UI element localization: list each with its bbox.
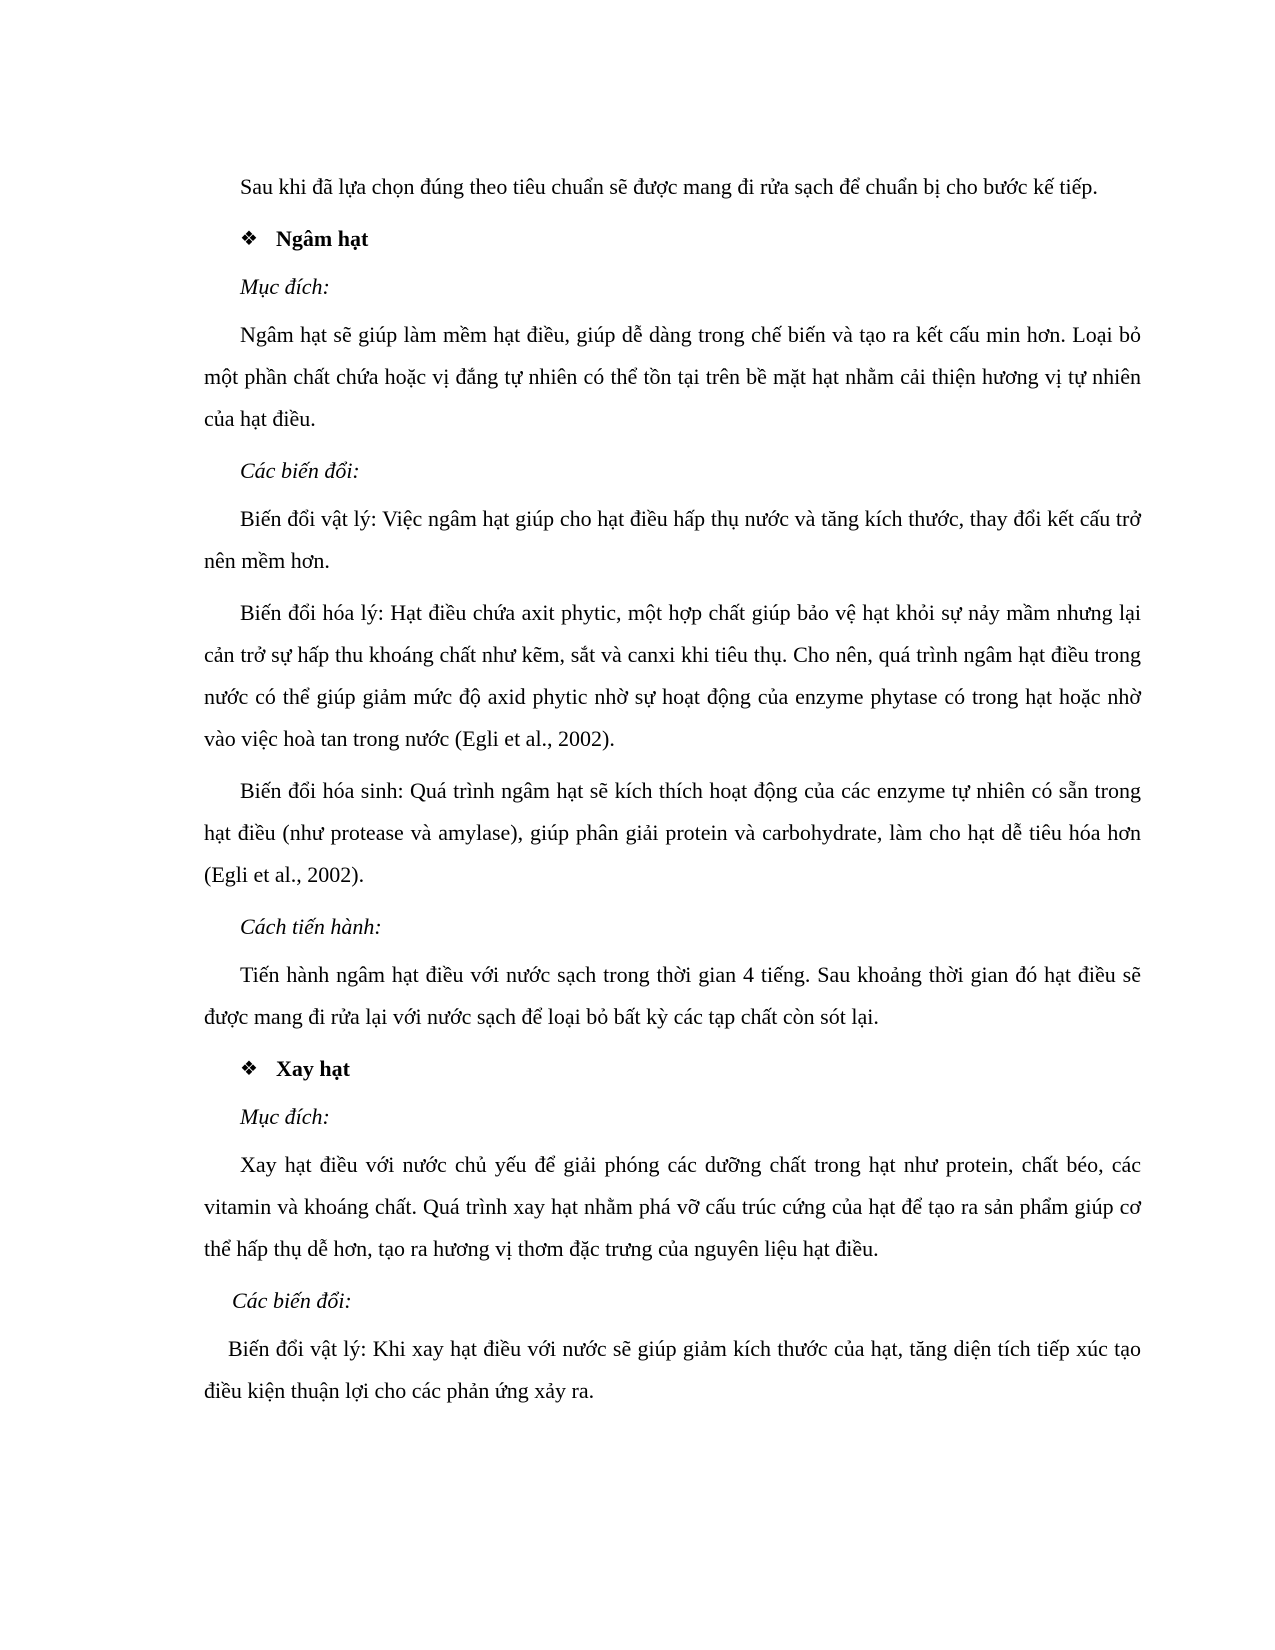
label-changes: Các biến đổi: <box>232 1288 352 1313</box>
intro-paragraph: Sau khi đã lựa chọn đúng theo tiêu chuẩn sẽ được mang đi rửa sạch để chuẩn bị cho bước kế tiếp. <box>240 174 1098 199</box>
ngam-procedure-paragraph: Tiến hành ngâm hạt điều với nước sạch trong thời gian 4 tiếng. Sau khoảng thời gian đó hạt điều sẽ được mang đi rửa lại với nước sạch để loại bỏ bất kỳ các tạp chất còn sót lại. <box>204 962 1141 1029</box>
section-heading-text: Ngâm hạt <box>276 226 369 251</box>
label-method: Cách tiến hành: <box>240 914 382 939</box>
xay-physical-paragraph: Biến đổi vật lý: Khi xay hạt điều với nước sẽ giúp giảm kích thước của hạt, tăng diện tích tiếp xúc tạo điều kiện thuận lợi cho các phản ứng xảy ra. <box>204 1336 1141 1403</box>
diamond-bullet-icon <box>240 230 258 248</box>
ngam-biochemical-paragraph: Biến đổi hóa sinh: Quá trình ngâm hạt sẽ kích thích hoạt động của các enzyme tự nhiên có sẵn trong hạt điều (như protease và amylase), giúp phân giải protein và carbohydrate, làm cho hạt dễ tiêu hóa hơn (Egli et al., 2002). <box>204 778 1141 887</box>
label-purpose: Mục đích: <box>240 274 330 299</box>
xay-purpose-paragraph: Xay hạt điều với nước chủ yếu để giải phóng các dưỡng chất trong hạt như protein, chất béo, các vitamin và khoáng chất. Quá trình xay hạt nhằm phá vỡ cấu trúc cứng của hạt để tạo ra sản phẩm giúp cơ thể hấp thụ dễ hơn, tạo ra hương vị thơm đặc trưng của nguyên liệu hạt điều. <box>204 1152 1141 1261</box>
ngam-physicochemical-paragraph: Biến đổi hóa lý: Hạt điều chứa axit phytic, một hợp chất giúp bảo vệ hạt khỏi sự nảy mầm nhưng lại cản trở sự hấp thu khoáng chất như kẽm, sắt và canxi khi tiêu thụ. Cho nên, quá trình ngâm hạt điều trong nước có thể giúp giảm mức độ axid phytic nhờ sự hoạt động của enzyme phytase có trong hạt hoặc nhờ vào việc hoà tan trong nước (Egli et al., 2002). <box>204 600 1141 751</box>
ngam-purpose-paragraph: Ngâm hạt sẽ giúp làm mềm hạt điều, giúp dễ dàng trong chế biến và tạo ra kết cấu min hơn. Loại bỏ một phần chất chứa hoặc vị đắng tự nhiên có thể tồn tại trên bề mặt hạt nhằm cải thiện hương vị tự nhiên của hạt điều. <box>204 322 1141 431</box>
diamond-bullet-icon <box>240 1060 258 1078</box>
section-heading-text: Xay hạt <box>276 1056 350 1081</box>
section-heading-xay-hat <box>204 1048 1141 1090</box>
section-heading-ngam-hat <box>204 218 1141 260</box>
document-body <box>204 166 1141 1422</box>
ngam-physical-paragraph: Biến đổi vật lý: Việc ngâm hạt giúp cho hạt điều hấp thụ nước và tăng kích thước, thay đổi kết cấu trở nên mềm hơn. <box>204 506 1141 573</box>
label-changes: Các biến đổi: <box>240 458 360 483</box>
label-purpose: Mục đích: <box>240 1104 330 1129</box>
